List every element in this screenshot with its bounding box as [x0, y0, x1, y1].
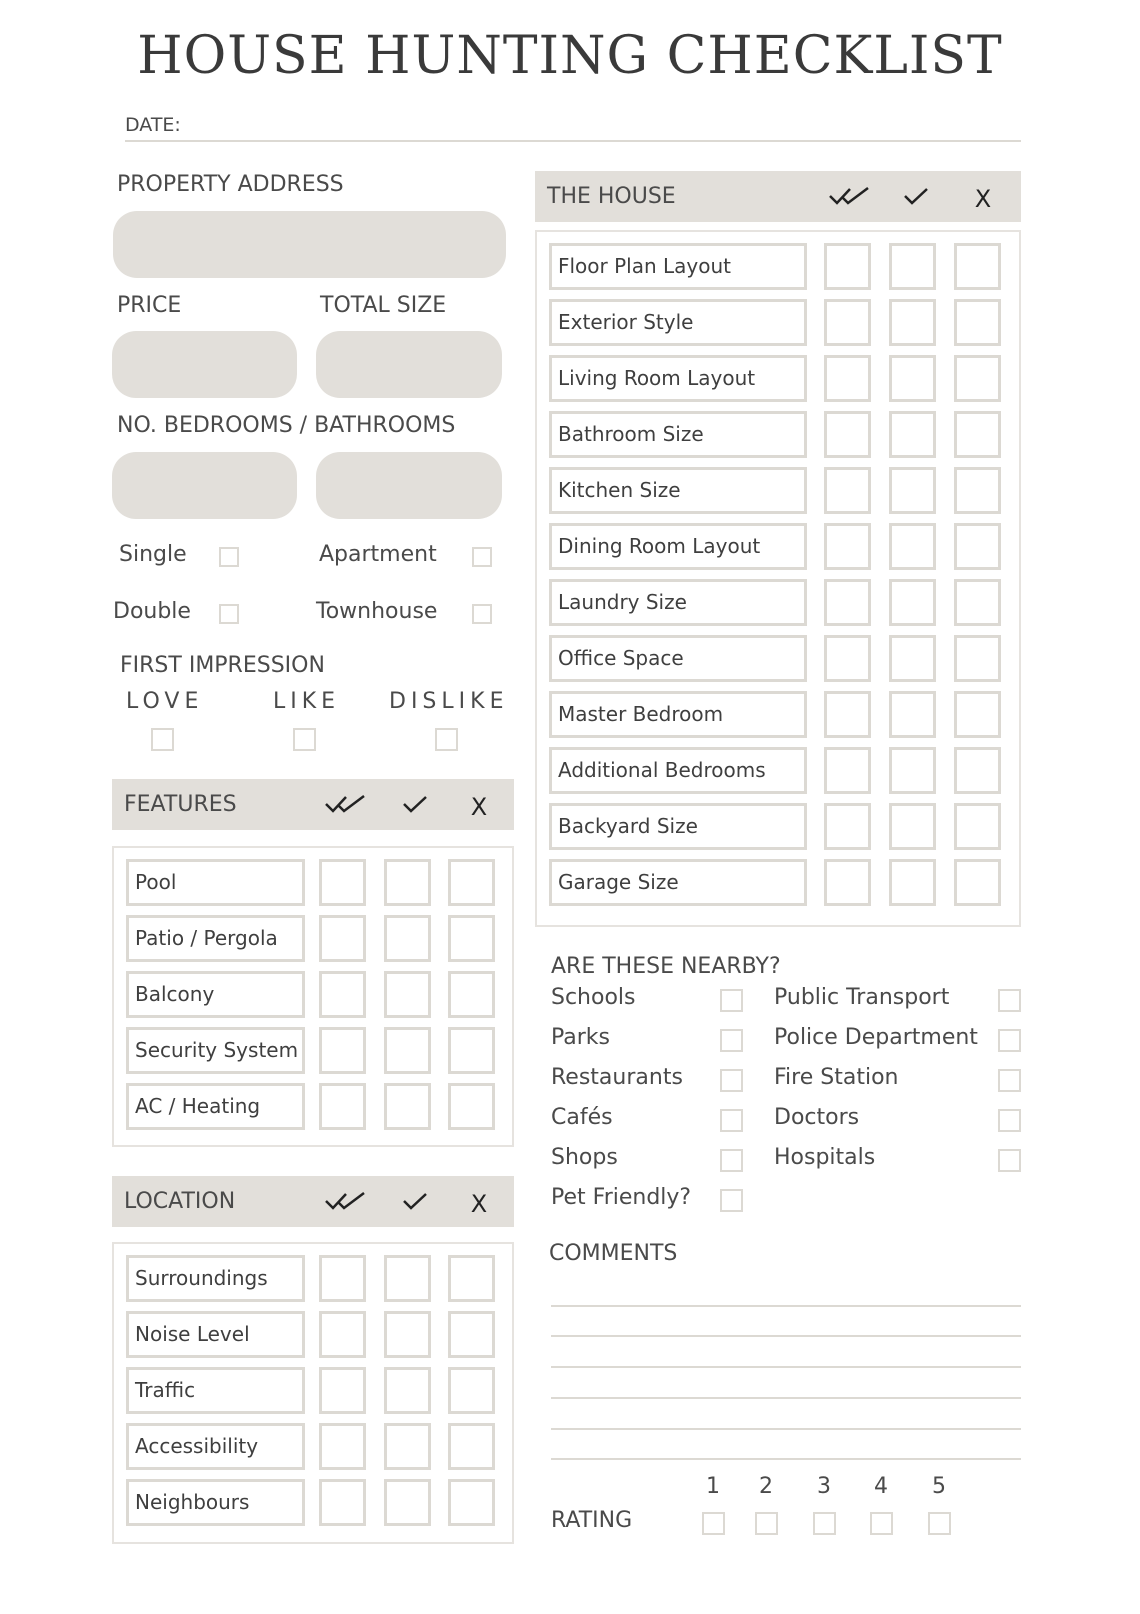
house-double-check-box[interactable] — [824, 243, 871, 290]
house-x-box[interactable] — [954, 355, 1001, 402]
location-check-box[interactable] — [384, 1479, 431, 1526]
house-double-check-box[interactable] — [824, 411, 871, 458]
comment-line[interactable] — [551, 1458, 1021, 1460]
location-check-box[interactable] — [384, 1255, 431, 1302]
feature-double-check-box[interactable] — [319, 859, 366, 906]
feature-item-label: AC / Heating — [126, 1083, 305, 1130]
nearby-checkbox[interactable] — [720, 1029, 743, 1052]
location-double-check-box[interactable] — [319, 1423, 366, 1470]
location-double-check-box[interactable] — [319, 1255, 366, 1302]
feature-item-label: Security System — [126, 1027, 305, 1074]
feature-x-box[interactable] — [448, 971, 495, 1018]
location-double-check-box[interactable] — [319, 1479, 366, 1526]
rating-number: 5 — [932, 1474, 946, 1499]
nearby-item-label: Police Department — [774, 1025, 978, 1050]
single-checkbox[interactable] — [219, 547, 239, 567]
rating-number: 1 — [706, 1474, 720, 1499]
feature-item-label: Pool — [126, 859, 305, 906]
location-check-box[interactable] — [384, 1423, 431, 1470]
dislike-checkbox[interactable] — [435, 728, 458, 751]
check-icon — [896, 183, 936, 213]
location-header-label: LOCATION — [124, 1189, 236, 1214]
love-label: LOVE — [126, 689, 204, 714]
rating-number: 3 — [817, 1474, 831, 1499]
double-checkbox[interactable] — [219, 604, 239, 624]
rating-number: 4 — [874, 1474, 888, 1499]
house-item-label: Bathroom Size — [549, 411, 807, 458]
house-check-box[interactable] — [889, 747, 936, 794]
bathrooms-field[interactable] — [316, 452, 502, 519]
house-x-box[interactable] — [954, 691, 1001, 738]
nearby-item-label: Restaurants — [551, 1065, 683, 1090]
house-double-check-box[interactable] — [824, 467, 871, 514]
house-check-box[interactable] — [889, 859, 936, 906]
house-item-label: Garage Size — [549, 859, 807, 906]
townhouse-checkbox[interactable] — [472, 604, 492, 624]
feature-double-check-box[interactable] — [319, 1027, 366, 1074]
feature-check-box[interactable] — [384, 915, 431, 962]
feature-item-label: Patio / Pergola — [126, 915, 305, 962]
house-item-label: Kitchen Size — [549, 467, 807, 514]
x-icon: X — [974, 185, 992, 213]
feature-double-check-box[interactable] — [319, 1083, 366, 1130]
comments-label: COMMENTS — [549, 1241, 678, 1266]
location-check-box[interactable] — [384, 1367, 431, 1414]
love-checkbox[interactable] — [151, 728, 174, 751]
page-title: HOUSE HUNTING CHECKLIST — [137, 26, 1003, 86]
house-double-check-box[interactable] — [824, 691, 871, 738]
comment-line[interactable] — [551, 1428, 1021, 1430]
location-header — [112, 1176, 514, 1227]
house-item-label: Master Bedroom — [549, 691, 807, 738]
nearby-checkbox[interactable] — [998, 1149, 1021, 1172]
check-icon — [395, 791, 435, 821]
bed-bath-label: NO. BEDROOMS / BATHROOMS — [117, 413, 456, 438]
feature-item-label: Balcony — [126, 971, 305, 1018]
location-panel — [112, 1242, 514, 1544]
feature-x-box[interactable] — [448, 1027, 495, 1074]
house-check-box[interactable] — [889, 803, 936, 850]
like-checkbox[interactable] — [293, 728, 316, 751]
house-double-check-box[interactable] — [824, 523, 871, 570]
house-item-label: Floor Plan Layout — [549, 243, 807, 290]
house-item-label: Laundry Size — [549, 579, 807, 626]
nearby-item-label: Cafés — [551, 1105, 613, 1130]
house-x-box[interactable] — [954, 747, 1001, 794]
house-x-box[interactable] — [954, 803, 1001, 850]
nearby-item-label: Hospitals — [774, 1145, 876, 1170]
bedrooms-field[interactable] — [112, 452, 297, 519]
nearby-item-label: Pet Friendly? — [551, 1185, 692, 1210]
house-header-label: THE HOUSE — [547, 184, 676, 209]
price-label: PRICE — [117, 293, 182, 318]
double-label: Double — [113, 599, 191, 624]
house-header — [535, 171, 1021, 222]
feature-check-box[interactable] — [384, 1083, 431, 1130]
features-panel — [112, 846, 514, 1147]
nearby-item-label: Doctors — [774, 1105, 860, 1130]
house-check-box[interactable] — [889, 467, 936, 514]
feature-x-box[interactable] — [448, 1083, 495, 1130]
nearby-item-label: Fire Station — [774, 1065, 899, 1090]
nearby-checkbox[interactable] — [720, 1149, 743, 1172]
feature-double-check-box[interactable] — [319, 915, 366, 962]
comment-line[interactable] — [551, 1305, 1021, 1307]
price-field[interactable] — [112, 331, 297, 398]
house-double-check-box[interactable] — [824, 355, 871, 402]
location-item-label: Neighbours — [126, 1479, 305, 1526]
comment-line[interactable] — [551, 1397, 1021, 1399]
feature-check-box[interactable] — [384, 859, 431, 906]
house-double-check-box[interactable] — [824, 747, 871, 794]
house-check-box[interactable] — [889, 355, 936, 402]
check-icon — [395, 1188, 435, 1218]
feature-double-check-box[interactable] — [319, 971, 366, 1018]
nearby-checkbox[interactable] — [720, 1189, 743, 1212]
house-x-box[interactable] — [954, 467, 1001, 514]
feature-x-box[interactable] — [448, 915, 495, 962]
house-check-box[interactable] — [889, 299, 936, 346]
rating-checkbox[interactable] — [813, 1512, 836, 1535]
nearby-item-label: Shops — [551, 1145, 618, 1170]
rating-checkbox[interactable] — [870, 1512, 893, 1535]
feature-check-box[interactable] — [384, 1027, 431, 1074]
location-x-box[interactable] — [448, 1311, 495, 1358]
house-panel — [535, 230, 1021, 927]
total-size-field[interactable] — [316, 331, 502, 398]
location-x-box[interactable] — [448, 1423, 495, 1470]
house-x-box[interactable] — [954, 635, 1001, 682]
total-size-label: TOTAL SIZE — [320, 293, 447, 318]
rating-checkbox[interactable] — [702, 1512, 725, 1535]
x-icon: X — [470, 793, 488, 821]
house-x-box[interactable] — [954, 299, 1001, 346]
house-item-label: Dining Room Layout — [549, 523, 807, 570]
location-item-label: Accessibility — [126, 1423, 305, 1470]
apartment-checkbox[interactable] — [472, 547, 492, 567]
like-label: LIKE — [273, 689, 341, 714]
nearby-checkbox[interactable] — [720, 1069, 743, 1092]
double-check-icon — [324, 1188, 364, 1218]
nearby-label: ARE THESE NEARBY? — [551, 954, 781, 979]
townhouse-label: Townhouse — [316, 599, 438, 624]
house-item-label: Exterior Style — [549, 299, 807, 346]
comment-line[interactable] — [551, 1366, 1021, 1368]
nearby-checkbox[interactable] — [998, 1029, 1021, 1052]
house-check-box[interactable] — [889, 411, 936, 458]
house-double-check-box[interactable] — [824, 859, 871, 906]
house-item-label: Backyard Size — [549, 803, 807, 850]
location-check-box[interactable] — [384, 1311, 431, 1358]
nearby-item-label: Parks — [551, 1025, 611, 1050]
house-item-label: Office Space — [549, 635, 807, 682]
single-label: Single — [119, 542, 187, 567]
house-check-box[interactable] — [889, 635, 936, 682]
nearby-checkbox[interactable] — [720, 1109, 743, 1132]
features-header-label: FEATURES — [124, 792, 237, 817]
date-line[interactable] — [125, 140, 1021, 142]
house-x-box[interactable] — [954, 411, 1001, 458]
location-item-label: Traffic — [126, 1367, 305, 1414]
house-x-box[interactable] — [954, 859, 1001, 906]
rating-checkbox[interactable] — [755, 1512, 778, 1535]
property-address-label: PROPERTY ADDRESS — [117, 172, 344, 197]
nearby-checkbox[interactable] — [720, 989, 743, 1012]
house-check-box[interactable] — [889, 243, 936, 290]
location-item-label: Surroundings — [126, 1255, 305, 1302]
nearby-checkbox[interactable] — [998, 1069, 1021, 1092]
features-header — [112, 779, 514, 830]
rating-number: 2 — [759, 1474, 773, 1499]
double-check-icon — [324, 791, 364, 821]
x-icon: X — [470, 1190, 488, 1218]
double-check-icon — [828, 183, 868, 213]
house-check-box[interactable] — [889, 691, 936, 738]
location-x-box[interactable] — [448, 1367, 495, 1414]
location-item-label: Noise Level — [126, 1311, 305, 1358]
date-label: DATE: — [125, 114, 181, 136]
house-item-label: Living Room Layout — [549, 355, 807, 402]
location-x-box[interactable] — [448, 1479, 495, 1526]
house-item-label: Additional Bedrooms — [549, 747, 807, 794]
house-double-check-box[interactable] — [824, 803, 871, 850]
feature-x-box[interactable] — [448, 859, 495, 906]
rating-label: RATING — [551, 1508, 633, 1533]
house-x-box[interactable] — [954, 579, 1001, 626]
nearby-item-label: Public Transport — [774, 985, 950, 1010]
house-x-box[interactable] — [954, 243, 1001, 290]
house-check-box[interactable] — [889, 523, 936, 570]
apartment-label: Apartment — [319, 542, 437, 567]
feature-check-box[interactable] — [384, 971, 431, 1018]
location-x-box[interactable] — [448, 1255, 495, 1302]
house-x-box[interactable] — [954, 523, 1001, 570]
property-address-field[interactable] — [113, 211, 506, 278]
nearby-checkbox[interactable] — [998, 1109, 1021, 1132]
first-impression-label: FIRST IMPRESSION — [120, 653, 325, 678]
location-double-check-box[interactable] — [319, 1311, 366, 1358]
rating-checkbox[interactable] — [928, 1512, 951, 1535]
house-check-box[interactable] — [889, 579, 936, 626]
house-double-check-box[interactable] — [824, 579, 871, 626]
nearby-checkbox[interactable] — [998, 989, 1021, 1012]
house-double-check-box[interactable] — [824, 299, 871, 346]
location-double-check-box[interactable] — [319, 1367, 366, 1414]
nearby-item-label: Schools — [551, 985, 636, 1010]
comment-line[interactable] — [551, 1335, 1021, 1337]
house-double-check-box[interactable] — [824, 635, 871, 682]
dislike-label: DISLIKE — [389, 689, 509, 714]
